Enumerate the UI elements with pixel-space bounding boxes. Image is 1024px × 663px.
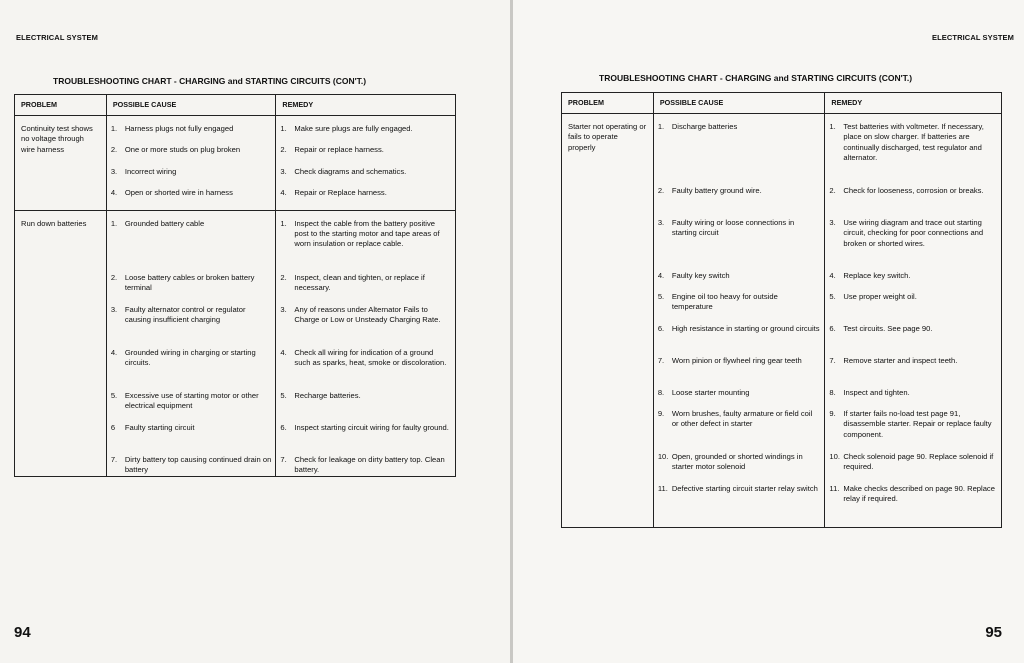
list-item	[276, 273, 455, 294]
list-item	[825, 452, 1001, 473]
problem-group	[562, 114, 1002, 528]
problem-group	[15, 116, 456, 211]
cause-text: Grounded battery cable	[124, 218, 205, 228]
remedy-cell	[825, 114, 1002, 528]
remedy-text: Inspect starting circuit wiring for faulty ground.	[294, 422, 449, 432]
remedy-text: Inspect, clean and tighten, or replace if necessary.	[294, 272, 425, 293]
item-number: 2.	[280, 145, 287, 155]
list-item	[654, 122, 825, 175]
list-item	[654, 388, 825, 398]
item-number: 3.	[280, 304, 287, 314]
item-number: 1.	[829, 122, 836, 131]
column-header-possible-cause: POSSIBLE CAUSE	[106, 95, 276, 116]
remedy-text: Use wiring diagram and trace out starting circuit, checking for poor connections and broken or shorted wires.	[843, 218, 984, 248]
item-number: 1.	[657, 122, 665, 131]
cause-cell	[106, 116, 276, 211]
list-item	[654, 324, 825, 345]
list-item	[825, 186, 1001, 207]
troubleshooting-table	[14, 94, 456, 477]
list-item	[107, 273, 276, 294]
cause-text: Loose battery cables or broken battery terminal	[124, 272, 255, 293]
column-header-possible-cause: POSSIBLE CAUSE	[653, 93, 825, 114]
cause-text: Defective starting circuit starter relay switch	[671, 484, 818, 493]
cause-cell	[106, 210, 276, 476]
problem-group	[15, 210, 456, 476]
page-header: ELECTRICAL SYSTEM	[16, 33, 98, 42]
item-number: 10.	[657, 452, 669, 461]
item-number: 1.	[280, 218, 287, 228]
list-item	[654, 356, 825, 377]
problem-cell: Starter not operating or fails to operate properly	[562, 114, 654, 528]
remedy-text: Repair or Replace harness.	[294, 188, 387, 198]
list-item	[107, 391, 276, 412]
item-number: 11.	[829, 484, 840, 493]
remedy-text: Replace key switch.	[843, 271, 911, 280]
list-item	[825, 356, 1001, 377]
item-number: 5.	[110, 390, 118, 400]
list-item	[654, 292, 825, 313]
remedy-cell	[276, 210, 456, 476]
table-header-row	[15, 95, 456, 116]
item-number: 1.	[280, 124, 287, 133]
list-item	[276, 145, 455, 155]
item-number: 6.	[657, 324, 665, 333]
cause-text: Faulty alternator control or regulator causing insufficient charging	[124, 304, 246, 325]
list-item	[654, 186, 825, 207]
item-number: 8.	[657, 388, 665, 397]
right-page	[513, 0, 1024, 663]
item-number: 2.	[657, 186, 665, 195]
remedy-text: Check for looseness, corrosion or breaks.	[843, 186, 984, 195]
item-number: 6.	[280, 422, 287, 432]
list-item	[276, 454, 455, 475]
remedy-text: Repair or replace harness.	[294, 145, 384, 155]
list-item	[107, 167, 276, 177]
page-number: 95	[985, 624, 1002, 641]
item-number: 4.	[110, 347, 118, 357]
item-number: 1.	[110, 124, 118, 133]
list-item	[276, 348, 455, 380]
list-item	[276, 124, 455, 134]
list-item	[107, 305, 276, 337]
item-number: 4.	[110, 188, 118, 198]
item-number: 4.	[829, 271, 836, 280]
page-number: 94	[14, 624, 31, 641]
list-item	[825, 409, 1001, 441]
troubleshooting-table	[561, 92, 1002, 528]
remedy-text: Test batteries with voltmeter. If necessary, place on slow charger. If batteries are continually discharged, test regulator and alternator.	[843, 122, 984, 163]
list-item	[107, 219, 276, 262]
list-item	[107, 145, 276, 155]
cause-text: Grounded wiring in charging or starting circuits.	[124, 347, 256, 368]
column-header-remedy: REMEDY	[825, 93, 1002, 114]
item-number: 10.	[829, 452, 840, 461]
remedy-text: Check for leakage on dirty battery top. Clean battery.	[294, 454, 445, 475]
list-item	[276, 188, 455, 198]
item-number: 2.	[280, 272, 287, 282]
item-number: 3.	[657, 218, 665, 227]
table-row	[15, 210, 456, 476]
item-number: 3.	[829, 218, 836, 227]
cause-text: Engine oil too heavy for outside temperature	[671, 292, 778, 312]
remedy-text: If starter fails no-load test page 91, disassemble starter. Repair or replace faulty component.	[843, 409, 992, 439]
cause-text: Faulty key switch	[671, 271, 730, 280]
column-header-problem: PROBLEM	[562, 93, 654, 114]
item-number: 7.	[110, 454, 118, 464]
item-number: 5.	[829, 292, 836, 301]
cause-text: Loose starter mounting	[671, 388, 750, 397]
list-item	[107, 454, 276, 475]
remedy-text: Check solenoid page 90. Replace solenoid if required.	[843, 452, 994, 472]
problem-cell: Run down batteries	[15, 210, 107, 476]
list-item	[107, 348, 276, 380]
remedy-text: Use proper weight oil.	[843, 292, 917, 301]
remedy-text: Test circuits. See page 90.	[843, 324, 933, 333]
remedy-text: Check diagrams and schematics.	[294, 166, 407, 176]
item-number: 3.	[110, 304, 118, 314]
list-item	[825, 484, 1001, 516]
list-item	[825, 388, 1001, 398]
remedy-text: Remove starter and inspect teeth.	[843, 356, 958, 365]
item-number: 7.	[829, 356, 836, 365]
list-item	[276, 423, 455, 444]
item-number: 9.	[829, 409, 836, 418]
remedy-text: Make checks described on page 90. Replace relay if required.	[843, 484, 995, 504]
chart-title: TROUBLESHOOTING CHART - CHARGING and STARTING CIRCUITS (CON'T.)	[599, 73, 913, 83]
list-item	[276, 167, 455, 177]
table-row	[15, 116, 456, 211]
item-number: 2.	[829, 186, 836, 195]
list-item	[107, 124, 276, 134]
item-number: 2.	[110, 272, 118, 282]
list-item	[654, 484, 825, 516]
problem-cell: Continuity test shows no voltage through wire harness	[15, 116, 107, 211]
left-page	[0, 0, 510, 663]
cause-text: Faulty wiring or loose connections in starting circuit	[671, 218, 795, 238]
list-item	[825, 122, 1001, 175]
page-header: ELECTRICAL SYSTEM	[932, 33, 1014, 42]
item-number: 6.	[829, 324, 836, 333]
list-item	[107, 188, 276, 198]
cause-text: Faulty starting circuit	[124, 422, 195, 432]
remedy-cell	[276, 116, 456, 211]
remedy-text: Recharge batteries.	[294, 390, 361, 400]
item-number: 1.	[110, 218, 118, 228]
item-number: 11.	[657, 484, 668, 493]
list-item	[107, 423, 276, 444]
cause-text: Open or shorted wire in harness	[124, 188, 233, 198]
item-number: 4.	[657, 271, 665, 280]
table-row	[562, 114, 1002, 528]
item-number: 5.	[657, 292, 665, 301]
list-item	[654, 452, 825, 473]
item-number: 4.	[280, 188, 287, 198]
remedy-text: Any of reasons under Alternator Fails to Charge or Low or Unsteady Charging Rate.	[294, 304, 441, 325]
cause-text: High resistance in starting or ground circuits	[671, 324, 820, 333]
item-number: 7.	[657, 356, 665, 365]
item-number: 3.	[280, 166, 287, 176]
list-item	[654, 409, 825, 441]
item-number: 8.	[829, 388, 836, 397]
item-number: 7.	[280, 454, 287, 464]
cause-text: Discharge batteries	[671, 122, 738, 131]
item-number: 4.	[280, 347, 287, 357]
list-item	[276, 219, 455, 262]
list-item	[825, 292, 1001, 313]
cause-text: Open, grounded or shorted windings in starter motor solenoid	[671, 452, 803, 472]
cause-text: Dirty battery top causing continued drain on battery	[124, 454, 272, 475]
list-item	[276, 305, 455, 337]
column-header-remedy: REMEDY	[276, 95, 456, 116]
list-item	[825, 271, 1001, 281]
item-number: 6	[110, 422, 116, 432]
table-header-row	[562, 93, 1002, 114]
list-item	[654, 218, 825, 260]
list-item	[825, 218, 1001, 260]
list-item	[276, 391, 455, 412]
cause-text: One or more studs on plug broken	[124, 145, 241, 155]
item-number: 3.	[110, 166, 118, 176]
chart-title: TROUBLESHOOTING CHART - CHARGING and STARTING CIRCUITS (CON'T.)	[53, 76, 367, 86]
cause-text: Faulty battery ground wire.	[671, 186, 762, 195]
remedy-text: Make sure plugs are fully engaged.	[294, 124, 413, 133]
list-item	[654, 271, 825, 281]
item-number: 2.	[110, 145, 118, 155]
item-number: 5.	[280, 390, 287, 400]
column-header-problem: PROBLEM	[15, 95, 107, 116]
cause-cell	[653, 114, 825, 528]
cause-text: Excessive use of starting motor or other electrical equipment	[124, 390, 259, 411]
remedy-text: Inspect the cable from the battery positive post to the starting motor and tape areas of worn insulation or replace cable.	[294, 218, 440, 249]
item-number: 9.	[657, 409, 665, 418]
remedy-text: Inspect and tighten.	[843, 388, 910, 397]
cause-text: Harness plugs not fully engaged	[124, 124, 234, 133]
cause-text: Worn brushes, faulty armature or field coil or other defect in starter	[671, 409, 813, 429]
remedy-text: Check all wiring for indication of a ground such as sparks, heat, smoke or discoloration.	[294, 347, 447, 368]
cause-text: Worn pinion or flywheel ring gear teeth	[671, 356, 802, 365]
list-item	[825, 324, 1001, 345]
cause-text: Incorrect wiring	[124, 166, 177, 176]
